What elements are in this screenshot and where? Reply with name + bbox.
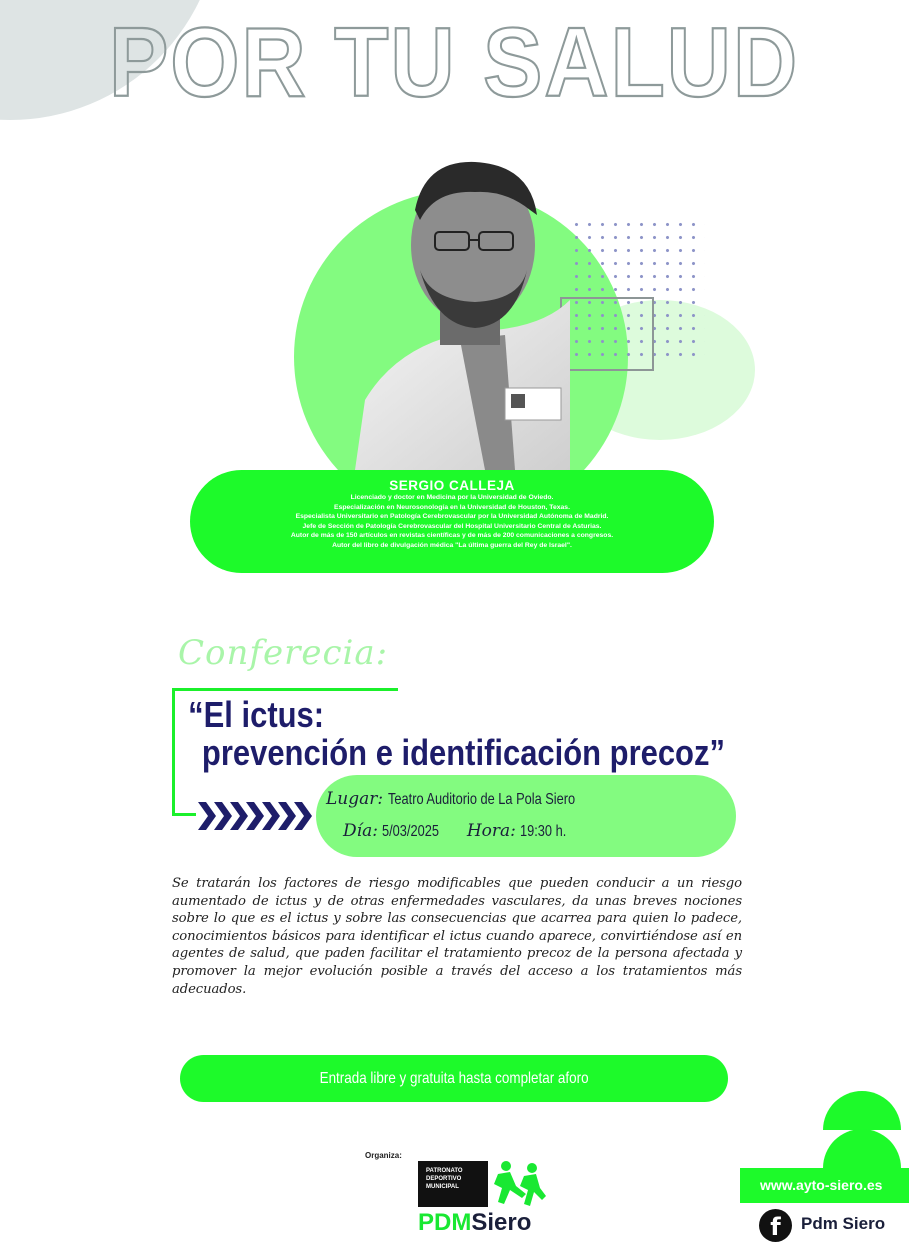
free-entry-banner (180, 1055, 728, 1102)
free-entry-text: Entrada libre y gratuita hasta completar aforo (319, 1070, 589, 1087)
facebook-page-name[interactable]: Pdm Siero (801, 1214, 886, 1233)
bio-line: Especialización en Neurosonología en la Universidad de Houston, Texas. (334, 503, 570, 511)
pdm-box-line: MUNICIPAL (426, 1184, 459, 1190)
pdm-brand (418, 1209, 531, 1237)
talk-title (183, 696, 725, 772)
organizer-label: Organiza: (365, 1151, 402, 1160)
talk-description: Se tratarán los factores de riesgo modificables que pueden conducir a un riesgo aumentado de ictus y de otras enfermedades vasculares, da unas breves nociones sobre lo que es el ictus y sobre las consecuencias que acarrea para quien lo padece, conocimientos básicos para identificar el ictus cuando aparece, convirtiéndose así en agentes de salud, que paden facilitar el tratamiento precoz de la persona afectada y promover la mejor evolución posible a través del acceso a los tratamientos más adecuados. (172, 876, 742, 997)
half-circle-decoration (823, 1090, 901, 1130)
time-label: Hora: (466, 821, 516, 841)
time-value: 19:30 h. (520, 823, 567, 840)
talk-title-line2: prevención e identificación precoz” (201, 732, 725, 773)
pdm-brand-b: Siero (471, 1209, 532, 1236)
bracket-top (172, 688, 398, 691)
place-value: Teatro Auditorio de La Pola Siero (387, 791, 575, 808)
bio-line: Especialista Universitario en Patología Cerebrovascular por la Universidad Autónoma de Madrid. (295, 513, 609, 521)
place-label: Lugar: (326, 789, 384, 809)
runners-icon (476, 1160, 546, 1210)
speaker-name: SERGIO CALLEJA (389, 478, 515, 493)
pdm-box-line: PATRONATO (426, 1168, 463, 1174)
pdm-box-line: DEPORTIVO (426, 1176, 462, 1182)
speaker-photo (355, 150, 570, 470)
speaker-bio-card (190, 470, 714, 573)
pdm-brand-a: PDM (418, 1209, 472, 1236)
half-circle-decoration (823, 1128, 901, 1168)
square-outline-decoration (560, 297, 654, 371)
header (0, 0, 909, 120)
event-info-card (316, 775, 736, 857)
bracket-left (172, 688, 175, 816)
talk-title-line1: “El ictus: (188, 694, 325, 735)
place-row (326, 789, 622, 809)
conference-label: Conferecia: (178, 633, 389, 673)
page-title: POR TU SALUD (109, 7, 799, 117)
date-row (343, 821, 578, 841)
bio-line: Jefe de Sección de Patología Cerebrovascular del Hospital Universitario Central de Asturias. (302, 522, 602, 530)
website-link[interactable]: www.ayto-siero.es (740, 1168, 909, 1203)
date-value: 5/03/2025 (382, 823, 440, 840)
facebook-icon[interactable]: f (759, 1209, 792, 1242)
bracket-bottom (172, 813, 196, 816)
date-label: Día: (343, 821, 378, 841)
bio-line: Autor de más de 150 artículos en revistas científicas y de más de 200 comunicaciones a congresos. (290, 532, 614, 540)
chevrons-icon (198, 800, 314, 832)
bio-line: Licenciado y doctor en Medicina por la Universidad de Oviedo. (350, 494, 554, 501)
bio-line: Autor del libro de divulgación médica "La última guerra del Rey de Israel". (332, 541, 572, 549)
